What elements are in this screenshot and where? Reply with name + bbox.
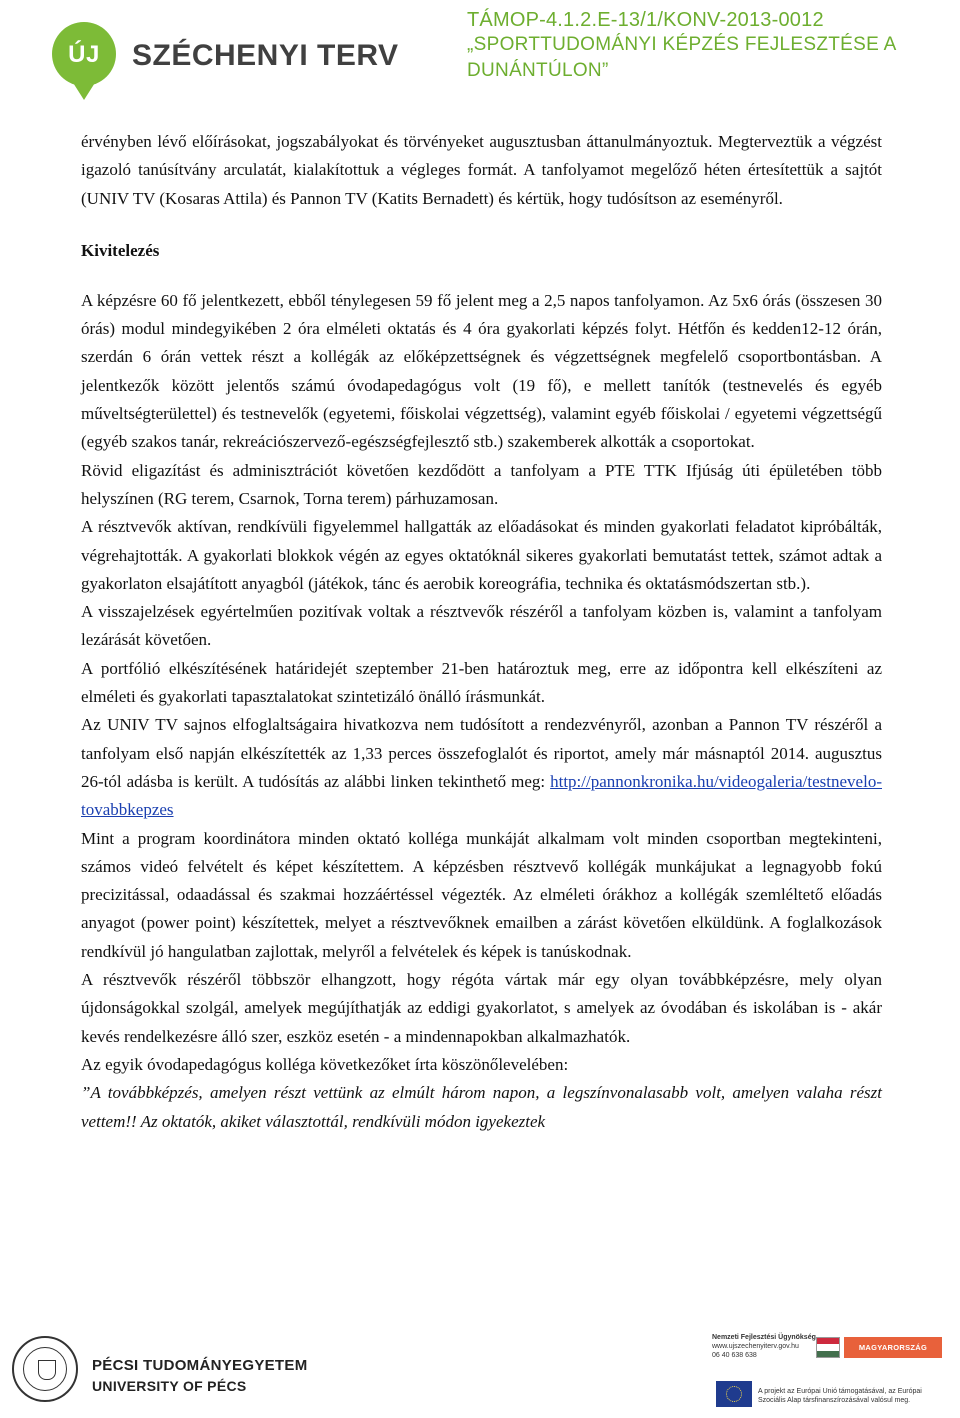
body-paragraph: A visszajelzések egyértelműen pozitívak voltak a résztvevők részéről a tanfolyam közben is, valamint a tanfolyam lezárását követően. xyxy=(81,602,882,650)
page-footer xyxy=(0,1325,960,1418)
university-seal-icon xyxy=(12,1336,78,1402)
project-info xyxy=(467,8,902,84)
hungarian-flag-icon xyxy=(816,1337,840,1358)
seal-inner-ring xyxy=(23,1347,67,1391)
document-body xyxy=(81,128,882,1136)
body-paragraph: A portfólió elkészítésének határidejét szeptember 21-ben határoztuk meg, erre az időpontra kell elkészíteni az elméleti és gyakorlati tapasztalatokat szintetizáló önálló írásmunkát. xyxy=(81,658,882,707)
body-paragraph: Az egyik óvodapedagógus kolléga következőket írta köszönőlevelében: xyxy=(81,1054,569,1074)
ndu-logo xyxy=(712,1333,816,1360)
body-paragraph: A képzésre 60 fő jelentkezett, ebből ténylegesen 59 fő jelent meg a 2,5 napos tanfolyamon. Az 5x6 órás (összesen 30 órás) modul mindegyikében 2 óra elméleti oktatás és 4 óra gyakorlati képzés folyt. Hétfőn és kedden12-12 órán, szerdán 6 órán vettek részt a kollégák az előképzettségnek és végzettségnek megfelelő csoportbontásban. A jelentkezők között jelentős számú óvodapedagógus volt (19 fő), e mellett tanítók (testnevelés és egyéb műveltségterülettel) és testnevelők (egyetemi, főiskolai végzettség), valamint egyéb főiskolai / egyetemi végzettségű (egyéb szakos tanár, rekreációszervező-egészségfejlesztő stb.) szakemberek alkották a csoportokat. xyxy=(81,290,882,452)
eu-flag-icon xyxy=(716,1381,752,1407)
magyarorszag-megujul-banner: MAGYARORSZÁG MEGÚJUL xyxy=(844,1337,942,1358)
szechenyi-terv-logo xyxy=(52,22,412,102)
university-name xyxy=(92,1356,308,1396)
body-paragraph: Rövid eligazítást és adminisztrációt követően kezdődött a tanfolyam a PTE TTK Ifjúság úti épületében több helyszínen (RG terem, Csarnok, Torna terem) párhuzamosan. xyxy=(81,460,882,508)
eu-funding-text: A projekt az Európai Unió támogatásával, az Európai Szociális Alap társfinanszírozásával valósul meg. xyxy=(758,1388,922,1404)
body-paragraph: A résztvevők aktívan, rendkívüli figyelemmel hallgatták az előadásokat és minden gyakorlati feladatot kipróbálták, végrehajtották. A gyakorlati blokkok végén az egyes oktatóknál sikeres gyakorlati bemutatást tettek, számot adtak a gyakorlaton elsajátított anyagból (játékok, tánc és aerobik koreográfia, technika és oktatásmódszertan stb.). xyxy=(81,517,882,593)
university-name-en: UNIVERSITY OF PÉCS xyxy=(92,1378,247,1394)
body-paragraph: Mint a program koordinátora minden oktató kolléga munkáját alkalmam volt minden csoportban megtekinteni, számos videó felvételt és képet készítettem. A képzésben résztvevő kollégák munkájukat a legnagyobb fokú precizitással, odaadással és szakmai hozzáértéssel végezték. Az elméleti órákhoz a kollégák szemléltető előadás anyagot (power point) készítettek, melyet a résztvevőknek emailben a zárást követően elküldünk. A foglalkozások rendkívül jó hangulatban zajlottak, melyről a felvételek és képek is tanúskodnak. xyxy=(81,828,882,961)
funding-logos xyxy=(712,1333,948,1413)
ndu-title: Nemzeti Fejlesztési Ügynökség xyxy=(712,1334,816,1341)
university-name-hu: PÉCSI TUDOMÁNYEGYETEM xyxy=(92,1357,308,1374)
pannon-kronika-link[interactable]: http://pannonkronika.hu/videogaleria/testnevelo-tovabbkepzes xyxy=(81,771,882,820)
logo-badge-text: ÚJ xyxy=(68,41,100,68)
project-code: TÁMOP-4.1.2.E-13/1/KONV-2013-0012 xyxy=(467,9,824,31)
ndu-site: www.ujszechenyiterv.gov.hu xyxy=(712,1343,799,1350)
logo-brand-text: SZÉCHENYI TERV xyxy=(132,39,399,72)
body-paragraph: A résztvevők részéről többször elhangzott, hogy régóta vártak már egy olyan továbbképzésre, mely olyan újdonságokkal szolgál, amelyek megújíthatják az eddigi gyakorlatot, s amelyek az óvodában és iskolában is - akár kevés rendelkezésre álló szer, eszköz esetén - a mindennapokban alkalmazhatók. xyxy=(81,970,882,1046)
section-heading: Kivitelezés xyxy=(81,240,160,260)
seal-shield-icon xyxy=(38,1360,56,1380)
tv-paragraph-text: Az UNIV TV sajnos elfoglaltságaira hivatkozva nem tudósított a rendezvényről, azonban a Pannon TV részéről a tanfolyam első napján elkészítették az 1,33 perces összefoglalót és riportot, amely már másnaptól 2014. augusztus 26-tól adásba is került. A tudósítás az alábbi linken tekinthető meg: xyxy=(81,715,882,791)
project-title: „SPORTTUDOMÁNYI KÉPZÉS FEJLESZTÉSE A DUNÁNTÚLON” xyxy=(467,34,896,81)
page-header xyxy=(0,0,960,120)
eu-stars-ring xyxy=(726,1386,742,1402)
intro-paragraph: érvényben lévő előírásokat, jogszabályokat és törvényeket augusztusban áttanulmányoztuk. Megterveztük a végzést igazoló tanúsítvány arculatát, kialakítottuk a végleges formát. A tanfolyamot megelőző héten értesítettük a sajtót (UNIV TV (Kosaras Attila) és Pannon TV (Katits Bernadett) és kértük, hogy tudósítson az eseményről. xyxy=(81,132,882,208)
ndu-phone: 06 40 638 638 xyxy=(712,1352,757,1359)
quote-paragraph: ”A továbbképzés, amelyen részt vettünk az elmúlt három napon, a legszínvonalasabb volt, amelyen valaha részt vettem!! Az oktatók, akiket választottál, rendkívüli módon igyekeztek xyxy=(81,1083,882,1131)
uj-badge-icon xyxy=(52,22,116,86)
tv-paragraph xyxy=(81,711,882,824)
